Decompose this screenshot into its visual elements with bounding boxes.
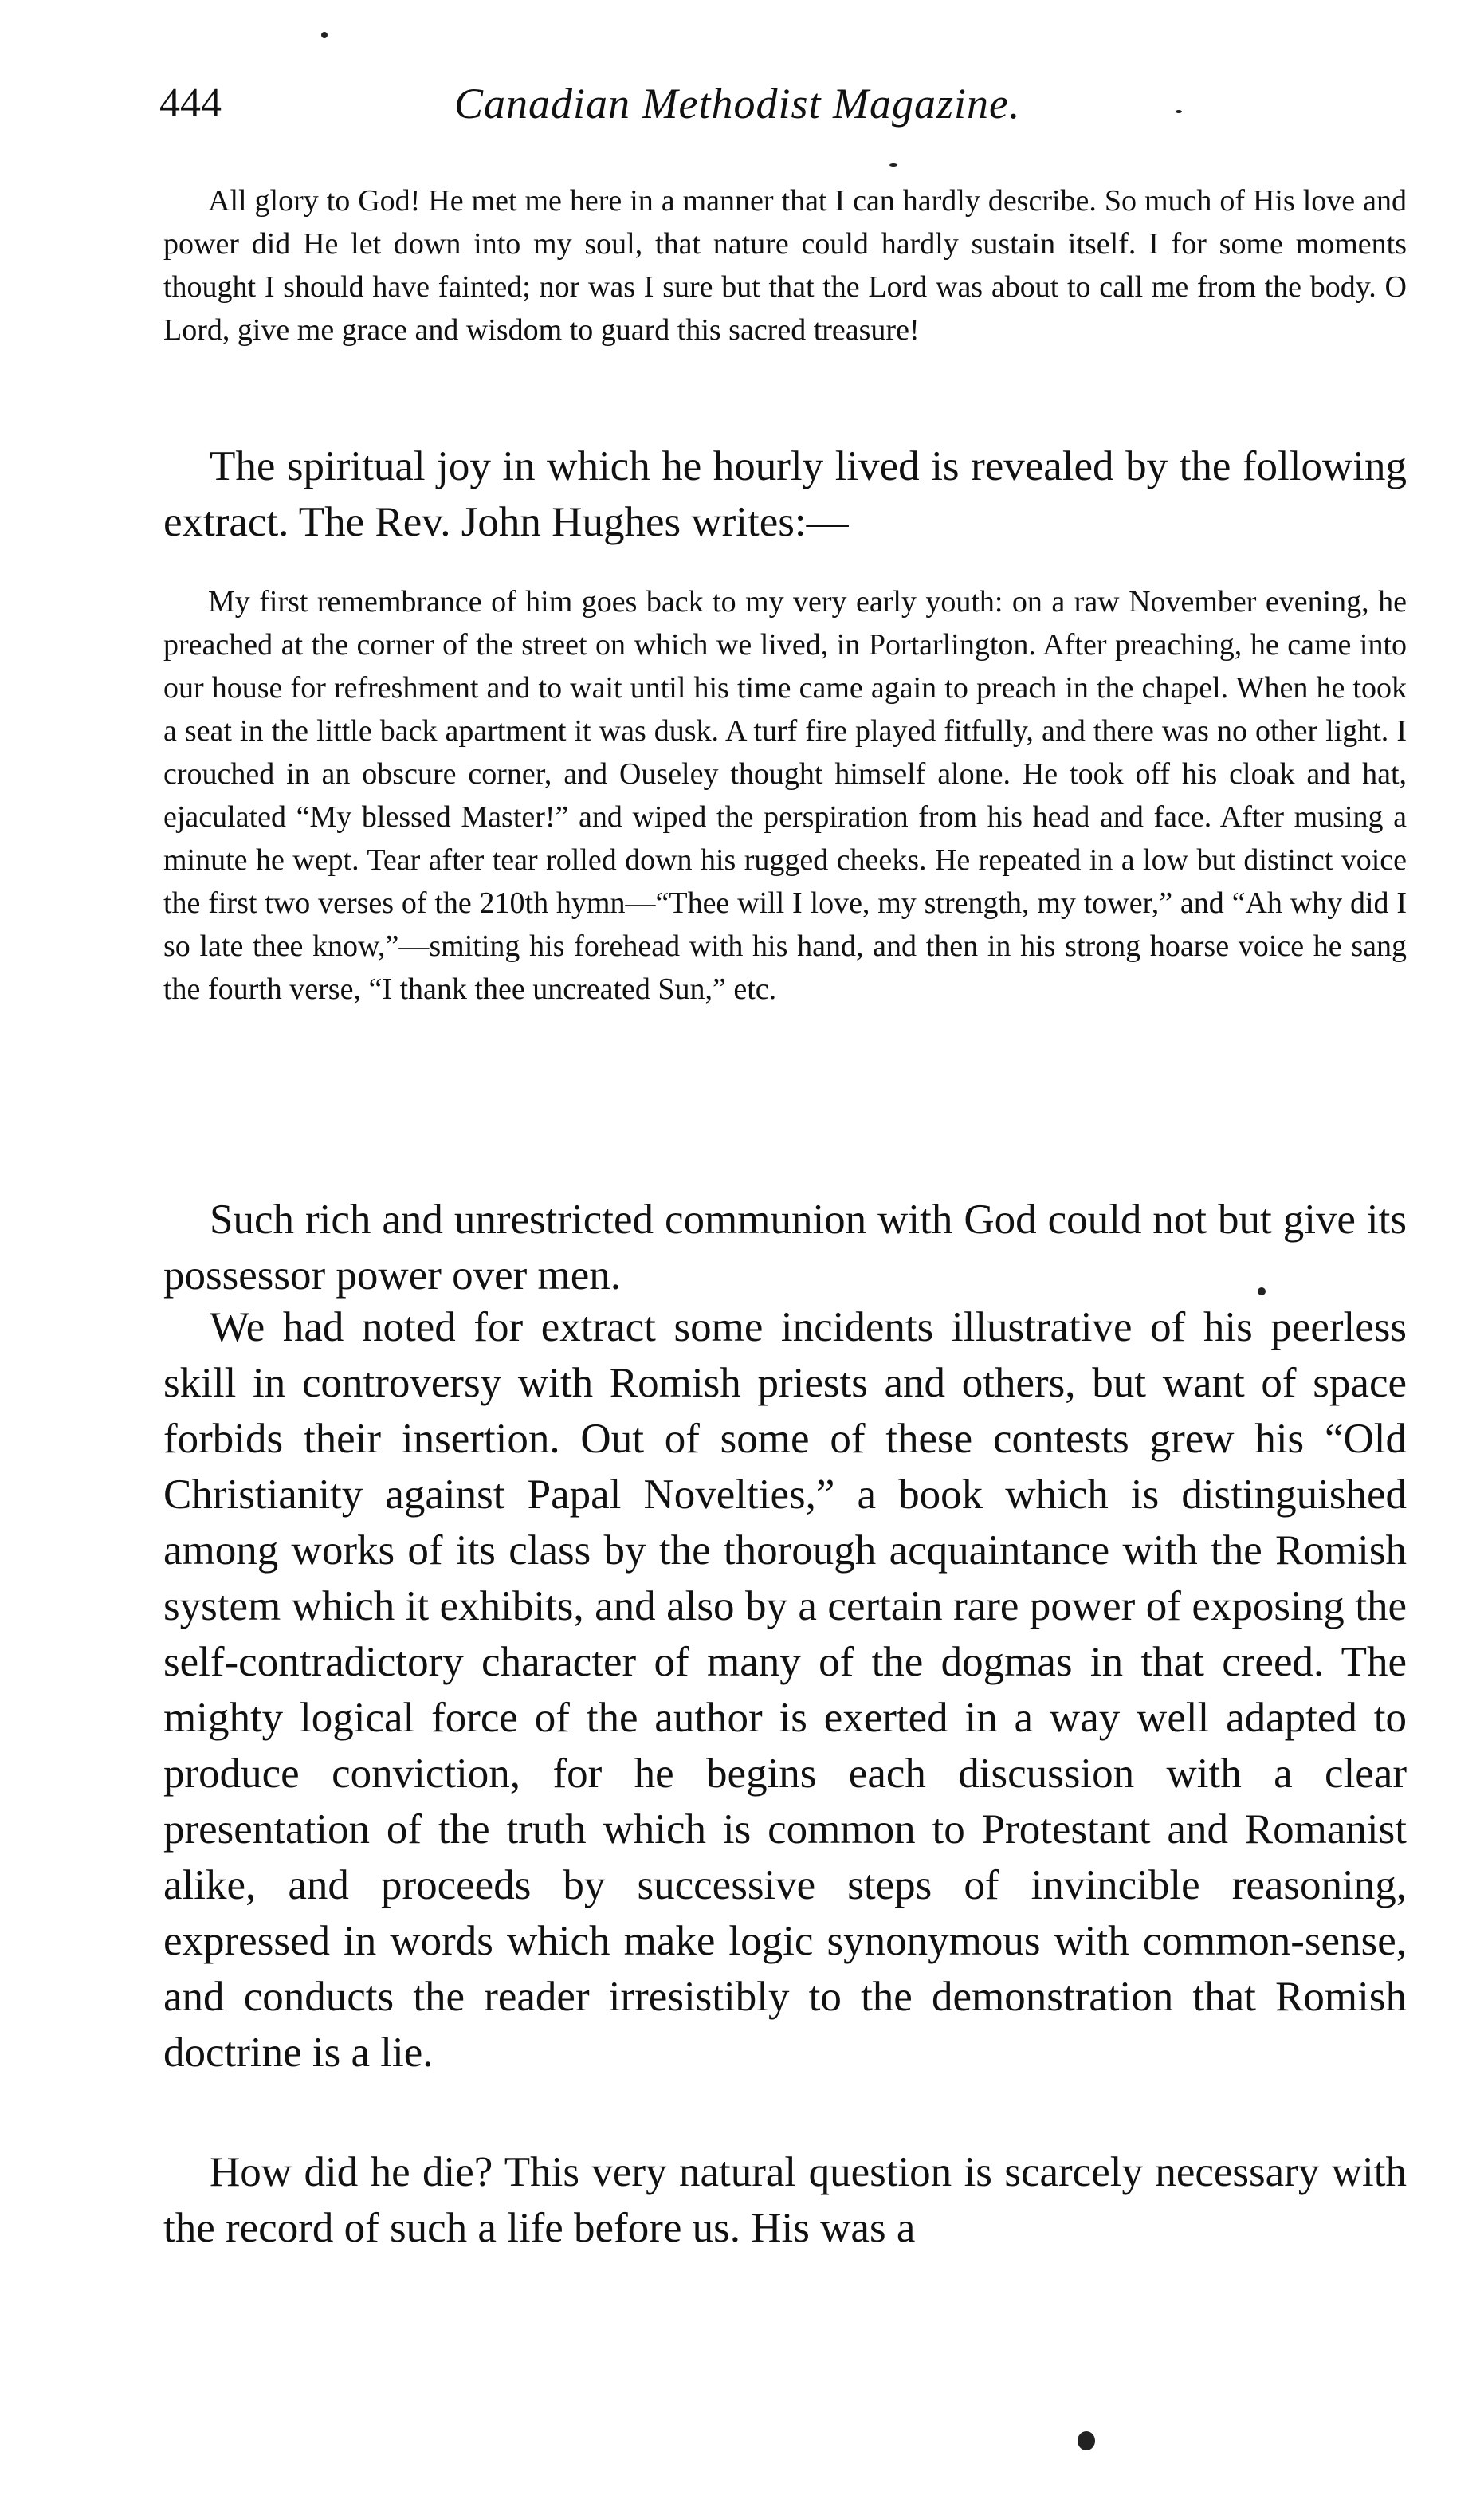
controversy-paragraph [163, 1299, 1407, 2080]
running-title: Canadian Methodist Magazine. [454, 80, 1021, 128]
ink-speck [1078, 2431, 1095, 2450]
death-paragraph [163, 2144, 1407, 2256]
lead-in-paragraph [163, 438, 1407, 550]
ink-speck [889, 163, 897, 167]
paragraph-text: How did he die? This very natural question is scarcely necessary with the record of such a life before us. His was a [163, 2149, 1407, 2251]
opening-quotation [163, 179, 1407, 352]
hughes-quotation [163, 580, 1407, 1011]
paragraph-text: The spiritual joy in which he hourly lived is revealed by the following extract. The Rev. John Hughes writes:— [163, 443, 1407, 545]
page-number: 444 [159, 81, 222, 126]
paragraph-text: We had noted for extract some incidents illustrative of his peerless skill in controversy with Romish priests and others, but want of space forbids their insertion. Out of some of these contests grew his “Old Christianity against Papal Novelties,” a book which is distinguished among works of its class by the thorough acquaintance with the Romish system which it exhibits, and also by a certain rare power of exposing the self-contradictory character of many of the dogmas in that creed. The mighty logical force of the author is exerted in a way well adapted to produce conviction, for he begins each discussion with a clear presentation of the truth which is common to Protestant and Romanist alike, and proceeds by successive steps of invincible reasoning, expressed in words which make logic synonymous with common-sense, and conducts the reader irresistibly to the demonstration that Romish doctrine is a lie. [163, 1304, 1407, 2076]
communion-paragraph [163, 1192, 1407, 1303]
page-header [159, 80, 1323, 143]
paragraph-text: Such rich and unrestricted communion with God could not but give its possessor power over men. [163, 1196, 1407, 1299]
ink-speck [321, 32, 328, 38]
quotation-text: My first remembrance of him goes back to my very early youth: on a raw November evening, he preached at the corner of the street on which we lived, in Portarlington. After preaching, he came into our house for refreshment and to wait until his time came again to preach in the chapel. When he took a seat in the little back apartment it was dusk. A turf fire played fitfully, and there was no other light. I crouched in an obscure corner, and Ouseley thought himself alone. He took off his cloak and hat, ejaculated “My blessed Master!” and wiped the perspiration from his head and face. After musing a minute he wept. Tear after tear rolled down his rugged cheeks. He repeated in a low but distinct voice the first two verses of the 210th hymn—“Thee will I love, my strength, my tower,” and “Ah why did I so late thee know,”—smiting his forehead with his hand, and then in his strong hoarse voice he sang the fourth verse, “I thank thee uncreated Sun,” etc. [163, 585, 1407, 1006]
quotation-text: All glory to God! He met me here in a manner that I can hardly describe. So much of His love and power did He let down into my soul, that nature could hardly sustain itself. I for some moments thought I should have fainted; nor was I sure but that the Lord was about to call me from the body. O Lord, give me grace and wisdom to guard this sacred treasure! [163, 184, 1407, 347]
